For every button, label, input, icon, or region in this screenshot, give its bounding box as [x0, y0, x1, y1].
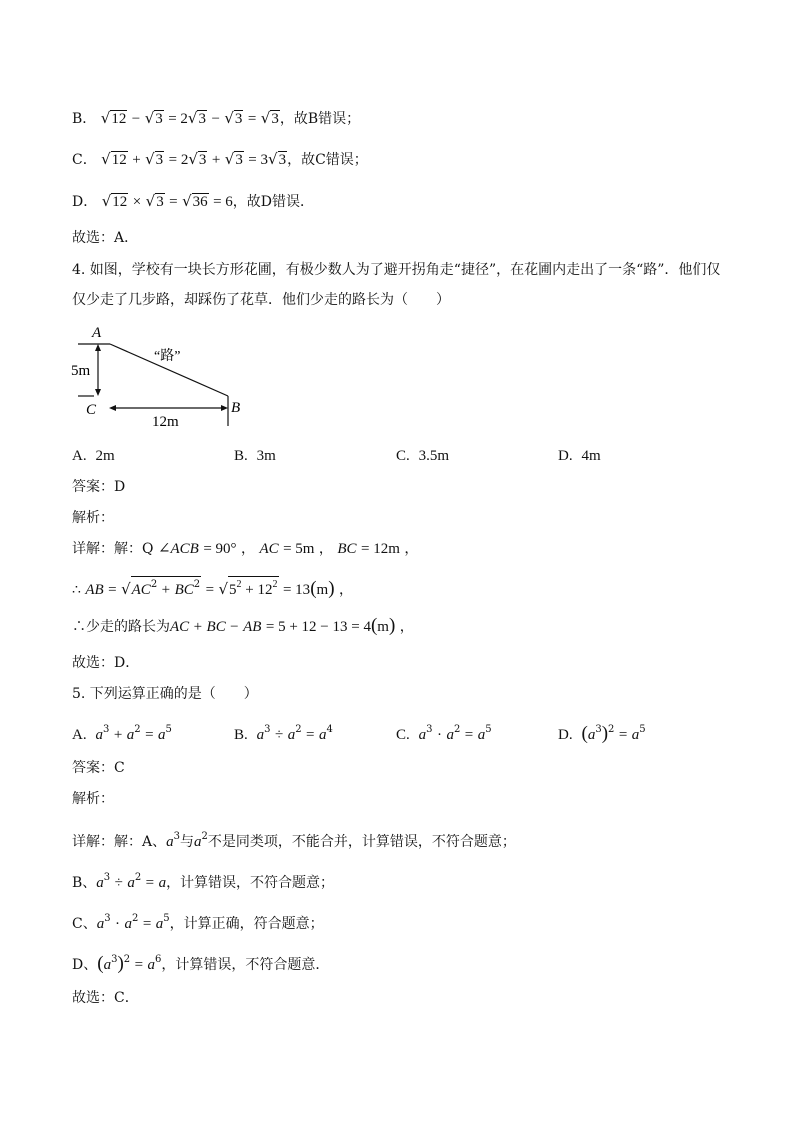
q5-analysis-label: 解析：: [72, 791, 114, 807]
q5-detail-d: D、$(a^3)^2 = a^6$，计算错误，不符合题意．: [72, 953, 330, 974]
q4-detail-line1: 详解：解：Q ∠ACB = 90° ， AC = 5m ， BC = 12m ，: [72, 541, 419, 557]
q5-option-d: D. $(a^3)^2 = a^5$: [558, 723, 646, 744]
q4-option-b: B. 3m: [234, 448, 276, 464]
label-5m: 5m: [71, 363, 91, 379]
q5-option-c: C. $a^3 \cdot a^2 = a^5$: [396, 724, 492, 743]
q5-option-b: B. $a^3 \div a^2 = a^4$: [234, 724, 333, 743]
q4-detail-line2: ∴ AB = $√AC^2 + BC^2 = √5^2 + 12^2 = 13(m)$ ，: [72, 578, 353, 599]
prev-answer: 故选：A．: [72, 230, 139, 246]
q5-stem: 5. 下列运算正确的是（ ）: [72, 686, 258, 702]
q4-analysis-label: 解析：: [72, 510, 114, 526]
label-b: B: [231, 400, 241, 416]
q4-answer: 答案：D: [72, 479, 126, 495]
label-c: C: [86, 402, 97, 418]
q4-detail-line3: ∴少走的路长为AC + BC − AB = 5 + 12 − 13 = 4(m) ，: [72, 615, 414, 636]
option-d-explanation: D． √12 × √3 = √36 = 6，故D错误．: [72, 192, 315, 210]
q4-option-a: A. 2m: [72, 448, 115, 464]
q5-option-a: A. $a^3 + a^2 = a^5$: [72, 724, 172, 743]
q4-final: 故选：D．: [72, 655, 140, 671]
q5-detail-a: 详解：解：A、$a^3$与$a^2$不是同类项，不能合并，计算错误，不符合题意；: [72, 831, 516, 850]
option-c-explanation: C． √12 + √3 = 2√3 + √3 = 3√3，故C错误；: [72, 150, 368, 168]
q4-stem-line1: 4. 如图，学校有一块长方形花圃，有极少数人为了避开拐角走“捷径”，在花圃内走出了一条“路”．他们仅: [72, 262, 721, 278]
q5-detail-c: C、$a^3 \cdot a^2 = a^5$，计算正确，符合题意；: [72, 913, 324, 932]
q5-answer: 答案：C: [72, 760, 125, 776]
label-road: “路”: [154, 349, 181, 364]
q5-final: 故选：C．: [72, 990, 139, 1006]
q4-option-d: D. 4m: [558, 448, 601, 464]
q4-stem-line2: 仅少走了几步路，却踩伤了花草．他们少走的路长为（ ）: [72, 292, 450, 308]
label-12m: 12m: [152, 414, 179, 430]
label-a: A: [92, 325, 102, 341]
q4-option-c: C. 3.5m: [396, 448, 450, 464]
q4-figure: [68, 322, 258, 432]
q5-detail-b: B、$a^3 \div a^2 = a$，计算错误，不符合题意；: [72, 872, 335, 891]
option-b-explanation: B． √12 − √3 = 2√3 − √3 = √3，故B错误；: [72, 109, 361, 127]
